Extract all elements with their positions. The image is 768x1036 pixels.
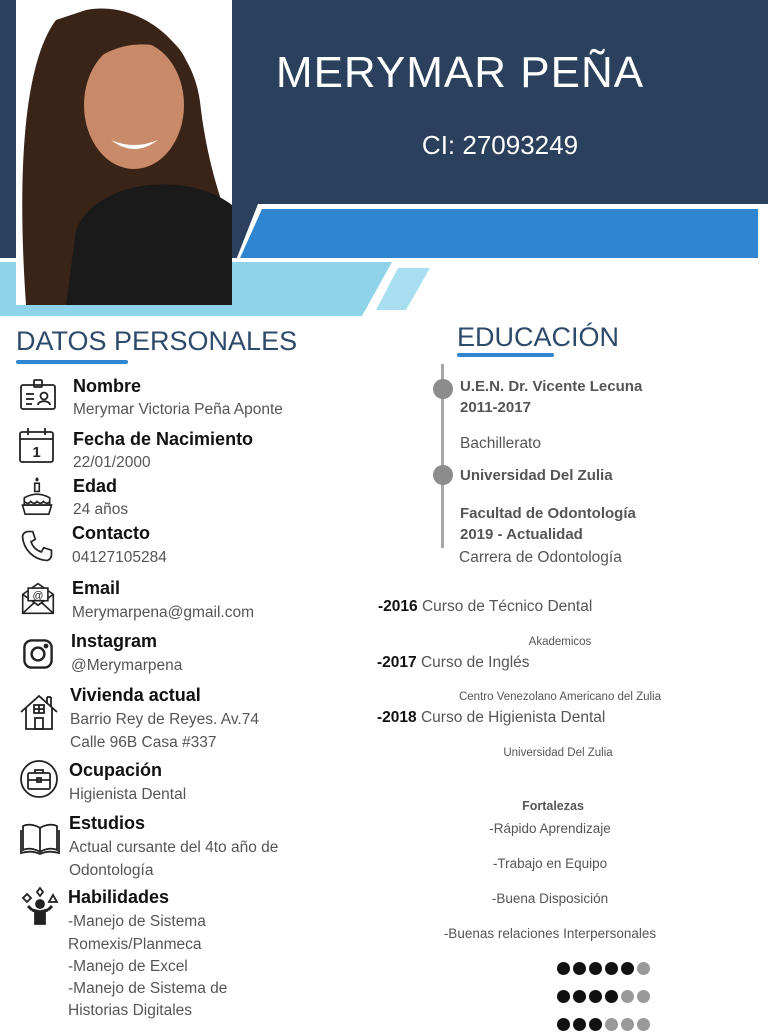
course-1 [378,598,592,616]
rating-dot-filled [573,962,586,975]
birthdate-value: 22/01/2000 [73,454,151,471]
course-1-name: Curso de Técnico Dental [417,598,593,615]
id-number: CI: 27093249 [421,130,579,160]
strength-4: -Buenas relaciones Interpersonales [443,926,657,941]
svg-text:@: @ [32,589,44,602]
briefcase-icon [19,759,59,799]
course-3-institution: Universidad Del Zulia [503,747,613,759]
house-icon [19,692,59,732]
course-2 [377,654,530,672]
email-icon [20,580,56,616]
school1-degree: Bachillerato [460,435,541,452]
rating-dot-filled [573,990,586,1003]
school2-years: 2019 - Actualidad [460,526,583,543]
school1-years: 2011-2017 [460,399,531,416]
profile-photo [16,0,232,305]
rating-dot-filled [589,990,602,1003]
id-badge-icon [18,377,58,417]
occupation-value: Higienista Dental [69,786,187,803]
email-value: Merymarpena@gmail.com [72,604,254,621]
course-3-name: Curso de Higienista Dental [416,709,606,726]
instagram-value: @Merymarpena [71,657,183,674]
education-title-underline [457,353,554,357]
studies-value-line2: Odontología [69,862,154,879]
course-2-name: Curso de Inglés [416,654,530,671]
personal-title-underline [16,360,128,364]
rating-dot-filled [557,1018,570,1031]
rating-dot-empty [637,962,650,975]
education-section-title: EDUCACIÓN [457,322,620,352]
contact-value: 04127105284 [72,549,167,566]
strength-2: -Trabajo en Equipo [492,856,608,871]
course-3 [377,709,605,727]
occupation-label: Ocupación [69,760,163,780]
rating-row-2 [557,990,653,1008]
rating-dot-filled [573,1018,586,1031]
rating-dot-filled [589,1018,602,1031]
course-2-institution: Centro Venezolano Americano del Zulia [458,691,661,703]
skills-line5: Historias Digitales [68,1002,193,1019]
course-1-year: -2016 [378,598,418,615]
rating-dot-empty [637,990,650,1003]
age-label: Edad [73,476,118,496]
school1-name: U.E.N. Dr. Vicente Lecuna [460,378,643,395]
birthdate-label: Fecha de Nacimiento [73,429,254,449]
strengths-title: Fortalezas [522,799,584,813]
rating-dot-filled [589,962,602,975]
course-1-institution: Akademicos [528,636,592,648]
contact-label: Contacto [72,523,150,543]
cake-icon [17,476,57,516]
email-label: Email [72,578,121,598]
age-value: 24 años [73,501,129,518]
full-name: MERYMAR PEÑA [275,48,645,97]
instagram-label: Instagram [71,631,158,651]
school2-faculty: Facultad de Odontología [460,505,636,522]
studies-label: Estudios [69,813,146,833]
skills-label: Habilidades [68,887,170,907]
strength-3: -Buena Disposición [491,891,609,906]
skills-line3: -Manejo de Excel [68,958,188,975]
rating-dot-filled [557,962,570,975]
rating-dot-filled [605,990,618,1003]
rating-dot-filled [557,990,570,1003]
profile-photo-image [16,0,232,305]
name-value: Merymar Victoria Peña Aponte [73,401,283,418]
juggling-person-icon [20,886,60,926]
name-label: Nombre [73,376,142,396]
phone-icon [20,529,54,563]
rating-dot-empty [621,1018,634,1031]
rating-dot-filled [605,962,618,975]
home-value-line1: Barrio Rey de Reyes. Av.74 [70,711,259,728]
personal-section-title: DATOS PERSONALES [16,326,298,356]
rating-row-1 [557,962,653,980]
school2-name: Universidad Del Zulia [460,467,613,484]
strength-1: -Rápido Aprendizaje [489,821,611,836]
rating-row-3 [557,1018,653,1036]
home-label: Vivienda actual [70,685,201,705]
studies-value-line1: Actual cursante del 4to año de [69,839,279,856]
svg-text:1: 1 [32,444,41,461]
course-2-year: -2017 [377,654,417,671]
skills-line4: -Manejo de Sistema de [68,980,228,997]
school2-career: Carrera de Odontología [459,549,622,566]
timeline-dot-2 [433,465,453,485]
home-value-line2: Calle 96B Casa #337 [70,734,217,751]
skills-line2: Romexis/Planmeca [68,936,202,953]
book-icon [20,818,60,858]
timeline-dot-1 [433,379,453,399]
instagram-icon [22,638,54,670]
rating-dot-empty [637,1018,650,1031]
calendar-icon [17,426,57,466]
rating-dot-filled [621,962,634,975]
skills-line1: -Manejo de Sistema [68,913,206,930]
rating-dot-empty [605,1018,618,1031]
course-3-year: -2018 [377,709,417,726]
rating-dot-empty [621,990,634,1003]
